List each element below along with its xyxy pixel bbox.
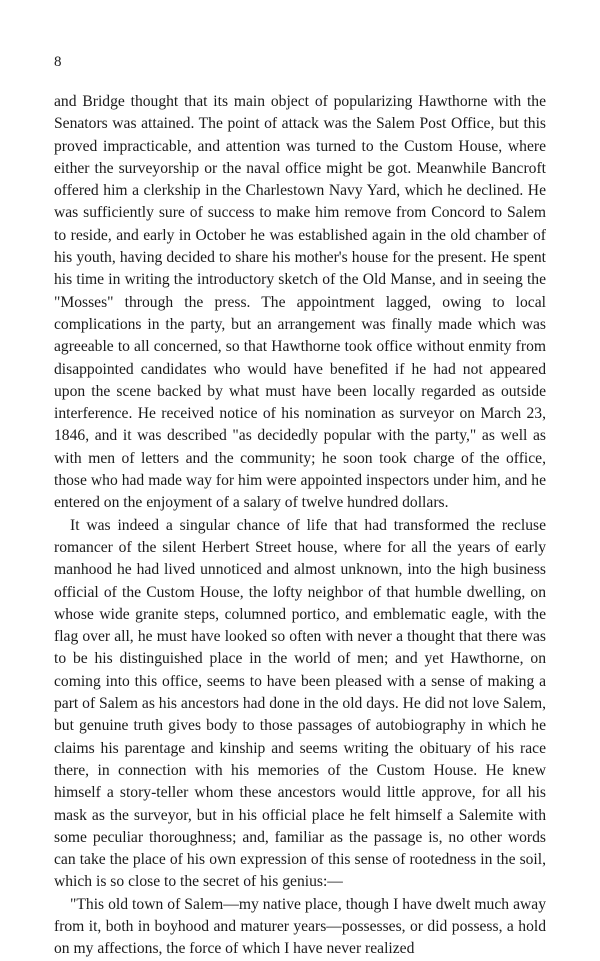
body-text <box>54 91 546 961</box>
paragraph-continued: and Bridge thought that its main object of popularizing Hawthorne with the Senators was attained. The point of attack was the Salem Post Office, but this proved impracticable, and attention was turned to the Custom House, where either the surveyorship or the naval office might be got. Meanwhile Bancroft offered him a clerkship in the Charlestown Navy Yard, which he declined. He was sufficiently sure of success to make him remove from Concord to Salem to reside, and early in October he was established again in the old chamber of his youth, having decided to share his mother's house for the present. He spent his time in writing the introductory sketch of the Old Manse, and in seeing the "Mosses" through the press. The appointment lagged, owing to local complications in the party, but an arrangement was finally made which was agreeable to all concerned, so that Hawthorne took office without enmity from disappointed candidates who would have benefited if he had not appeared upon the scene backed by what must have been locally regarded as outside interference. He received notice of his nomination as surveyor on March 23, 1846, and it was described "as decidedly popular with the party," as well as with men of letters and the community; he soon took charge of the office, those who had made way for him were appointed inspectors under him, and he entered on the enjoyment of a salary of twelve hundred dollars. <box>54 93 546 512</box>
page-number: 8 <box>54 54 62 70</box>
paragraph-quotation: "This old town of Salem—my native place, though I have dwelt much away from it, both in boyhood and maturer years—possesses, or did possess, a hold on my affections, the force of which I have never realized <box>54 895 546 958</box>
paragraph-custom-house: It was indeed a singular chance of life that had transformed the recluse romancer of the silent Herbert Street house, where for all the years of early manhood he had lived unnoticed and almost unknown, into the high business official of the Custom House, the lofty neighbor of that humble dwelling, on whose wide granite steps, columned portico, and emblematic eagle, with the flag over all, he must have looked so often with never a thought that there was to be his distinguished place in the world of men; and yet Hawthorne, on coming into this office, seems to have been pleased with a sense of making a part of Salem as his ancestors had done in the old days. He did not love Salem, but genuine truth gives body to those passages of autobiography in which he claims his parentage and kinship and seems writing the obituary of his race there, in connection with his memories of the Custom House. He knew himself a story-teller whom these ancestors would little approve, for all his mask as the surveyor, but in his official place he felt himself a Salemite with some peculiar thoroughness; and, familiar as the passage is, no other words can take the place of his own expression of this sense of rootedness in the soil, which is so close to the secret of his genius:— <box>54 516 546 891</box>
